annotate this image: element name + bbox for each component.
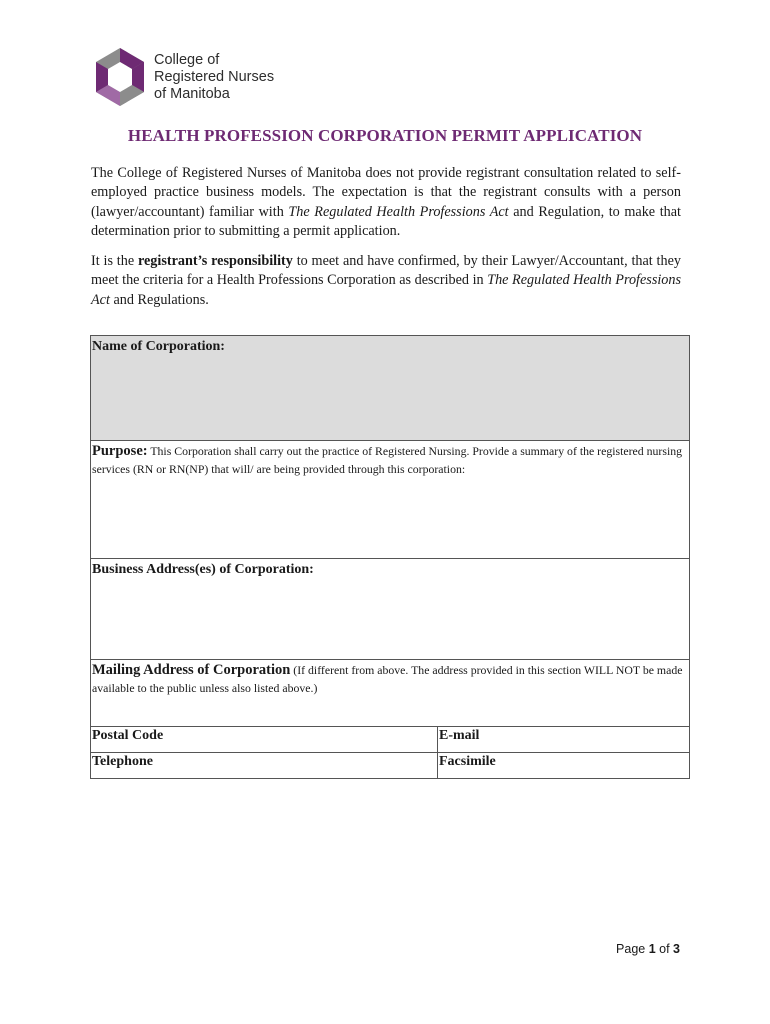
resp-bold: registrant’s responsibility: [137, 253, 293, 269]
purpose-text: This Corporation shall carry out the practice of Registered Nursing. Provide a summary of the registered nursing services (RN or RN(NP) that will/ are being provided through this corporation:: [92, 444, 683, 476]
mailing-address-label: Mailing Address of Corporation: [92, 662, 291, 678]
postal-code-label: Postal Code: [92, 728, 164, 743]
page-title: HEALTH PROFESSION CORPORATION PERMIT APPLICATION: [127, 126, 643, 145]
responsibility-paragraph: [91, 252, 681, 310]
act-name: The Regulated Health Professions Act: [288, 203, 509, 220]
logo-line-2: Registered Nurses: [154, 68, 275, 85]
fax-label: Facsimile: [439, 754, 496, 769]
application-form: [90, 335, 690, 779]
corporation-name-field[interactable]: [91, 336, 690, 441]
purpose-label: Purpose:: [92, 443, 148, 459]
mailing-address-note: (If different from above. The address provided in this section WILL NOT be made available to the public unless also listed above.): [92, 663, 683, 695]
page-word: Page: [616, 942, 649, 956]
corporation-name-label: Name of Corporation:: [92, 339, 225, 354]
email-label: E-mail: [439, 728, 480, 743]
page-of-word: of: [655, 942, 674, 956]
email-field[interactable]: [438, 727, 690, 753]
telephone-label: Telephone: [92, 754, 153, 769]
fax-field[interactable]: [438, 753, 690, 779]
resp-text-1: It is the: [91, 253, 138, 269]
resp-text-3: and Regulations.: [109, 291, 209, 308]
intro-paragraph: [91, 164, 681, 241]
business-address-field[interactable]: [91, 559, 690, 660]
hexagon-logo-icon: [92, 46, 148, 108]
logo-line-3: of Manitoba: [154, 85, 230, 102]
intro-text-1: The College of Registered Nurses of Manitoba does not provide registrant consultation related to self-employed practice business models. The expectation is that the registrant consults with a person (lawyer/accountant) familiar with: [91, 165, 681, 220]
postal-code-field[interactable]: [91, 727, 438, 753]
intro-text-2: and Regulation, to make that determination prior to submitting a permit application.: [91, 203, 681, 239]
telephone-field[interactable]: [91, 753, 438, 779]
page-current: 1: [648, 942, 656, 956]
logo-line-1: College of: [154, 51, 220, 68]
purpose-field[interactable]: [91, 441, 690, 559]
mailing-address-field[interactable]: [91, 660, 690, 727]
page-number: [616, 942, 680, 956]
logo-wordmark: [154, 52, 274, 103]
act-name-2: The Regulated Health Professions Act: [91, 272, 681, 308]
resp-text-2: to meet and have confirmed, by their Lawyer/Accountant, that they meet the criteria for a Health Professions Corporation as described in: [91, 253, 681, 289]
page-total: 3: [673, 942, 680, 956]
business-address-label: Business Address(es) of Corporation:: [92, 562, 314, 577]
college-logo: [92, 46, 274, 108]
